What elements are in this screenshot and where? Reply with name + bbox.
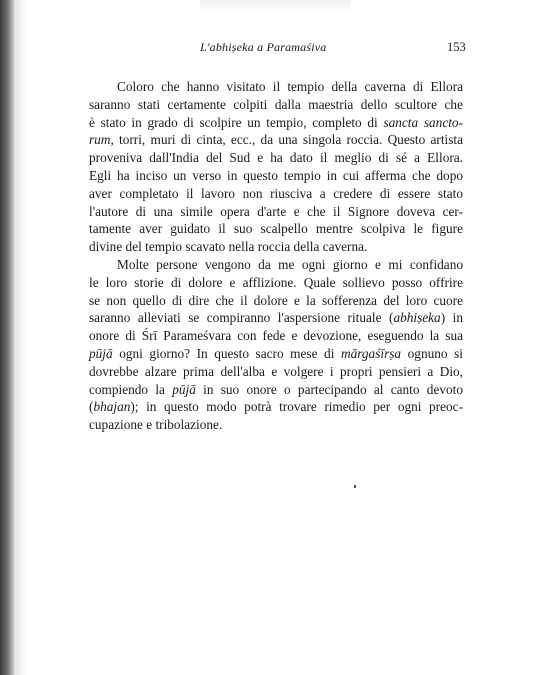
italic-term: mārgaśīrṣa — [340, 345, 402, 361]
text-run: Coloro che hanno visitato il tempio della caverna di Ellora — [117, 79, 463, 94]
text-run: cupazione e tribolazione. — [89, 417, 223, 433]
text-line — [89, 96, 463, 114]
text-line — [89, 274, 463, 292]
italic-term: rum — [89, 132, 111, 148]
page-number: 153 — [447, 40, 466, 54]
text-run: saranno stati certamente colpiti dalla maestria dello scultore che — [89, 96, 463, 112]
text-line — [89, 114, 463, 132]
text-line — [89, 203, 463, 221]
text-run: saranno alleviati se compiranno l'aspersione rituale ( — [89, 310, 394, 326]
text-line — [89, 292, 463, 310]
italic-term: bhajan — [93, 399, 131, 415]
paragraph-2 — [89, 256, 463, 434]
text-line — [89, 327, 463, 345]
text-line — [89, 309, 463, 327]
top-scan-shadow — [200, 0, 350, 14]
paragraph-1 — [89, 78, 463, 256]
text-line — [89, 398, 463, 416]
text-run: ( — [89, 399, 94, 415]
italic-term: abhiṣeka — [393, 310, 441, 326]
binding-gutter-shadow — [0, 0, 16, 675]
text-line — [89, 131, 463, 149]
text-run: tamente aver guidato il suo scalpello mentre scolpiva le figure — [89, 221, 463, 237]
text-line — [89, 381, 463, 399]
text-run: Molte persone vengono da me ogni giorno e mi confidano — [117, 256, 463, 272]
text-run: ognuno si — [401, 345, 463, 361]
ink-speck — [354, 485, 356, 488]
gutter-fade — [16, 0, 26, 675]
text-line — [89, 185, 463, 203]
text-line — [89, 363, 463, 381]
text-run: proveniva dall'India del Sud e ha dato il meglio di sé a Ellora. — [89, 150, 463, 166]
text-run: divine del tempio scavato nella roccia della caverna. — [89, 239, 368, 255]
text-line — [89, 345, 463, 363]
text-line — [89, 220, 463, 238]
text-run: ); in questo modo potrà trovare rimedio per ogni preoc- — [130, 399, 463, 415]
text-line — [89, 149, 463, 167]
text-run: Egli ha inciso un verso in questo tempio in cui afferma che dopo — [89, 167, 463, 183]
body-text — [89, 78, 463, 434]
italic-term: pūjā — [89, 345, 113, 361]
text-run: se non quello di dire che il dolore e la sofferenza del loro cuore — [89, 292, 463, 308]
text-run: in suo onore o partecipando al canto devoto — [195, 381, 463, 397]
text-line — [89, 416, 463, 434]
italic-term: sancta sancto- — [383, 114, 463, 130]
text-run: ) in — [440, 310, 463, 326]
text-run: le loro storie di dolore e afflizione. Quale sollievo posso offrire — [89, 274, 463, 290]
text-line — [89, 238, 463, 256]
text-line — [89, 78, 463, 96]
text-line — [89, 256, 463, 274]
text-run: l'autore di una simile opera d'arte e che il Signore doveva cer- — [89, 203, 463, 219]
text-run: è stato in grado di scolpire un tempio, completo di — [89, 114, 384, 130]
running-title: L'abhiṣeka a Paramaśiva — [200, 40, 327, 54]
text-run: aver completato il lavoro non riusciva a credere di essere stato — [89, 185, 463, 201]
text-run: dovrebbe alzare prima dell'alba e volgere i propri pensieri a Dio, — [89, 363, 463, 379]
text-run: onore di Śrī Parameśvara con fede e devozione, eseguendo la sua — [89, 328, 463, 344]
italic-term: pūjā — [172, 381, 196, 397]
text-run: ogni giorno? In questo sacro mese di — [112, 345, 341, 361]
text-line — [89, 167, 463, 185]
text-run: compiendo la — [89, 381, 173, 397]
text-run: , torri, muri di cinta, ecc., da una singola roccia. Questo artista — [110, 132, 463, 148]
